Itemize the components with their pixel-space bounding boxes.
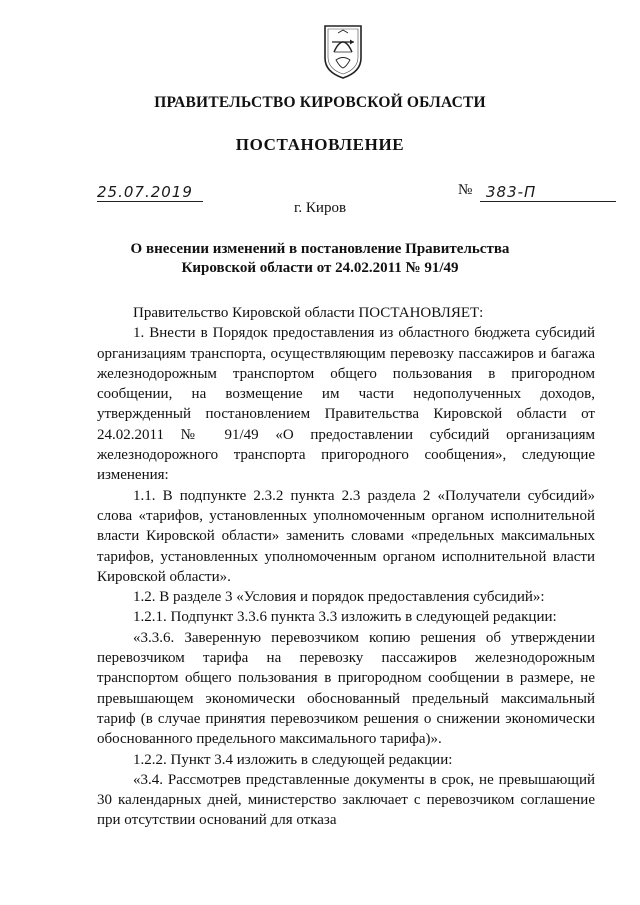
document-title bbox=[0, 240, 640, 278]
body-paragraph: Правительство Кировской области ПОСТАНОВЛЯЕТ: bbox=[133, 305, 484, 321]
body-paragraph: 1.2. В разделе 3 «Условия и порядок предоставления субсидий»: bbox=[133, 589, 545, 606]
coat-of-arms-icon bbox=[322, 22, 364, 80]
document-date: 25.07.2019 bbox=[97, 183, 203, 202]
document-number: 383-П bbox=[480, 183, 616, 202]
document-body bbox=[97, 303, 595, 831]
body-paragraph: 1.2.1. Подпункт 3.3.6 пункта 3.3 изложить в следующей редакции: bbox=[133, 609, 557, 626]
body-paragraph: 1. Внести в Порядок предоставления из областного бюджета субсидий организациям транспорта, осуществляющим перевозку пассажиров и багажа железнодорожным транспортом общего пользования в пригородном сообщении, на возмещение им части недополученных доходов, утвержденный постановлением Правительства Кировской области от 24.02.2011 № 91/49 «О предоставлении субсидий организациям железнодорожного транспорта пригородного сообщения», следующие изменения: bbox=[97, 325, 595, 484]
title-line-1: О внесении изменений в постановление Правительства bbox=[130, 241, 510, 257]
city-name: г. Киров bbox=[293, 200, 347, 216]
body-paragraph: «3.3.6. Заверенную перевозчиком копию решения об утверждении перевозчиком тарифа на перевозку пассажиров железнодорожным транспортом общего пользования в пригородном сообщении в размере, не превышающем экономически обоснованный предельный максимальный тариф (в случае принятия перевозчиком решения о снижении экономически обоснованного предельного максимального тарифа)». bbox=[97, 629, 595, 748]
title-line-2: Кировской области от 24.02.2011 № 91/49 bbox=[181, 260, 459, 276]
number-label: № bbox=[458, 182, 473, 198]
body-paragraph: 1.2.2. Пункт 3.4 изложить в следующей редакции: bbox=[133, 751, 453, 768]
body-paragraph: 1.1. В подпункте 2.3.2 пункта 2.3 раздела 2 «Получатели субсидий» слова «тарифов, установленных уполномоченным органом исполнительной власти Кировской области» заменить словами «предельных максимальных тарифов, установленных уполномоченным органом исполнительной власти Кировской области». bbox=[97, 487, 595, 585]
body-paragraph: «3.4. Рассмотрев представленные документы в срок, не превышающий 30 календарных дней, министерство заключает с перевозчиком соглашение при отсутствии оснований для отказа bbox=[97, 771, 595, 829]
document-type: ПОСТАНОВЛЕНИЕ bbox=[235, 135, 405, 154]
organization-name: ПРАВИТЕЛЬСТВО КИРОВСКОЙ ОБЛАСТИ bbox=[154, 94, 486, 111]
